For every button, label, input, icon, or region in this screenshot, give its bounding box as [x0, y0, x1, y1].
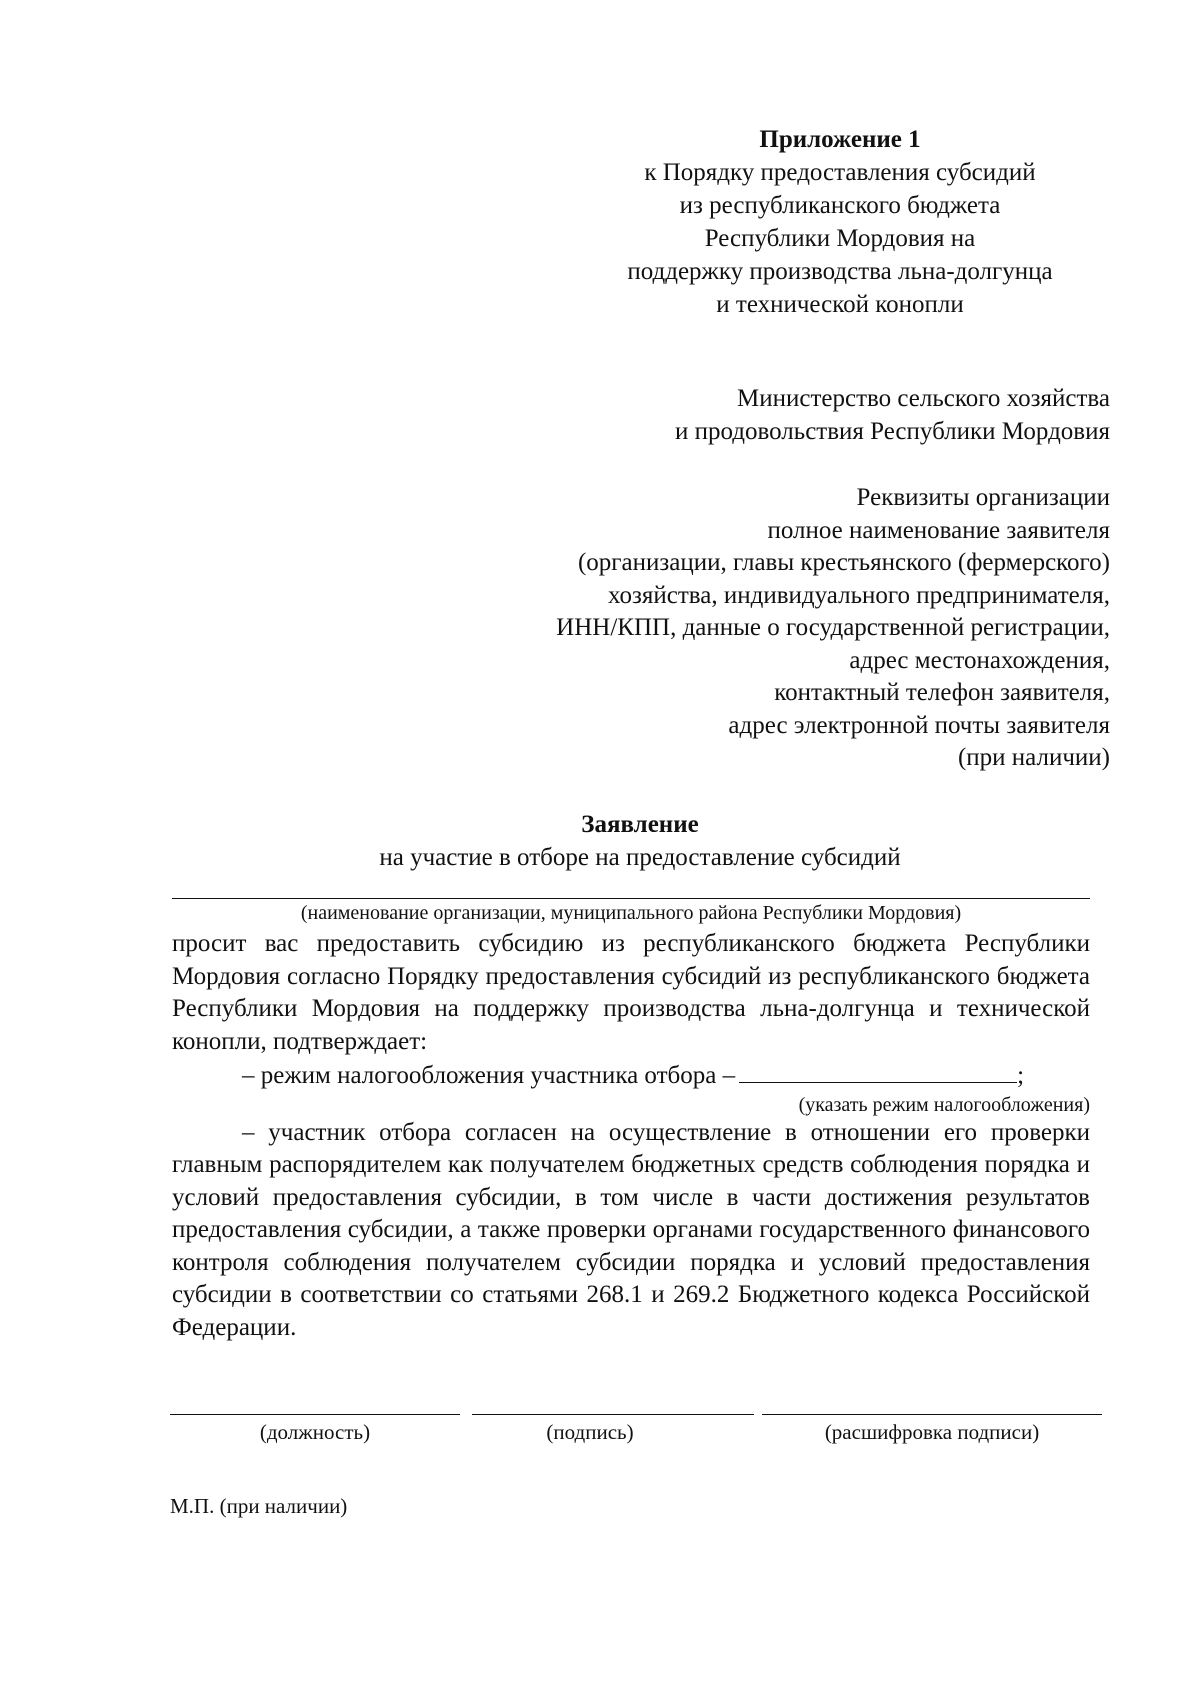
- signature-caption: (подпись): [546, 1420, 634, 1444]
- position-caption: (должность): [259, 1420, 371, 1444]
- signature-decoding-field[interactable]: [762, 1414, 1102, 1415]
- tax-regime-label: – режим налогообложения участника отбора –: [242, 1062, 736, 1089]
- requisites-block: [556, 482, 1110, 775]
- annex-header: [590, 123, 1090, 321]
- annex-line: к Порядку предоставления субсидий: [644, 159, 1036, 186]
- requisites-line: ИНН/КПП, данные о государственной регистрации,: [556, 614, 1110, 641]
- request-paragraph: просит вас предоставить субсидию из республиканского бюджета Республики Мордовия согласно Порядку предоставления субсидий из республиканского бюджета Республики Мордовия на поддержку производства льна-долгунца и технической конопли, подтверждает:: [172, 930, 1090, 1055]
- requisites-line: адрес местонахождения,: [849, 646, 1110, 674]
- recipient-block: [675, 382, 1110, 448]
- requisites-line: контактный телефон заявителя,: [774, 679, 1110, 706]
- annex-title: Приложение 1: [759, 126, 921, 153]
- stamp-note: М.П. (при наличии): [170, 1494, 348, 1518]
- annex-line: и технической конопли: [716, 291, 964, 318]
- requisites-line: адрес электронной почты заявителя: [728, 711, 1110, 739]
- consent-paragraph: – участник отбора согласен на осуществление в отношении его проверки главным распорядителем как получателем бюджетных средств соблюдения порядка и условий предоставления субсидии, в том числе в части достижения результатов предоставления субсидии, а также проверки органами государственного финансового контроля соблюдения получателем субсидии порядка и условий предоставления субсидии в соответствии со статьями 268.1 и 269.2 Бюджетного кодекса Российской Федерации.: [172, 1118, 1090, 1341]
- requisites-line: (организации, главы крестьянского (фермерского): [577, 549, 1110, 576]
- annex-line: поддержку производства льна-долгунца: [627, 258, 1053, 285]
- tax-regime-field[interactable]: [739, 1058, 1017, 1083]
- requisites-line: (при наличии): [957, 744, 1110, 771]
- requisites-line: Реквизиты организации: [856, 484, 1110, 511]
- position-field[interactable]: [170, 1414, 460, 1415]
- recipient-line: и продовольствия Республики Мордовия: [675, 418, 1110, 445]
- annex-line: из республиканского бюджета: [679, 192, 1001, 219]
- signature-field[interactable]: [472, 1414, 754, 1415]
- organization-name-field[interactable]: [172, 898, 1090, 899]
- annex-line: Республики Мордовия на: [704, 225, 976, 252]
- signature-decoding-caption: (расшифровка подписи): [824, 1420, 1040, 1444]
- document-subtitle: на участие в отборе на предоставление субсидий: [379, 844, 901, 871]
- requisites-line: полное наименование заявителя: [767, 516, 1110, 544]
- recipient-line: Министерство сельского хозяйства: [736, 385, 1110, 412]
- tax-regime-end: ;: [1017, 1062, 1025, 1089]
- organization-field-caption: (наименование организации, муниципального района Республики Мордовия): [300, 902, 962, 924]
- tax-regime-caption: (указать режим налогообложения): [798, 1093, 1090, 1116]
- application-body: [172, 928, 1090, 1344]
- document-heading: [0, 808, 1200, 874]
- requisites-line: хозяйства, индивидуального предпринимателя,: [607, 581, 1110, 609]
- tax-regime-line: [172, 1058, 1090, 1093]
- document-title: Заявление: [581, 811, 699, 838]
